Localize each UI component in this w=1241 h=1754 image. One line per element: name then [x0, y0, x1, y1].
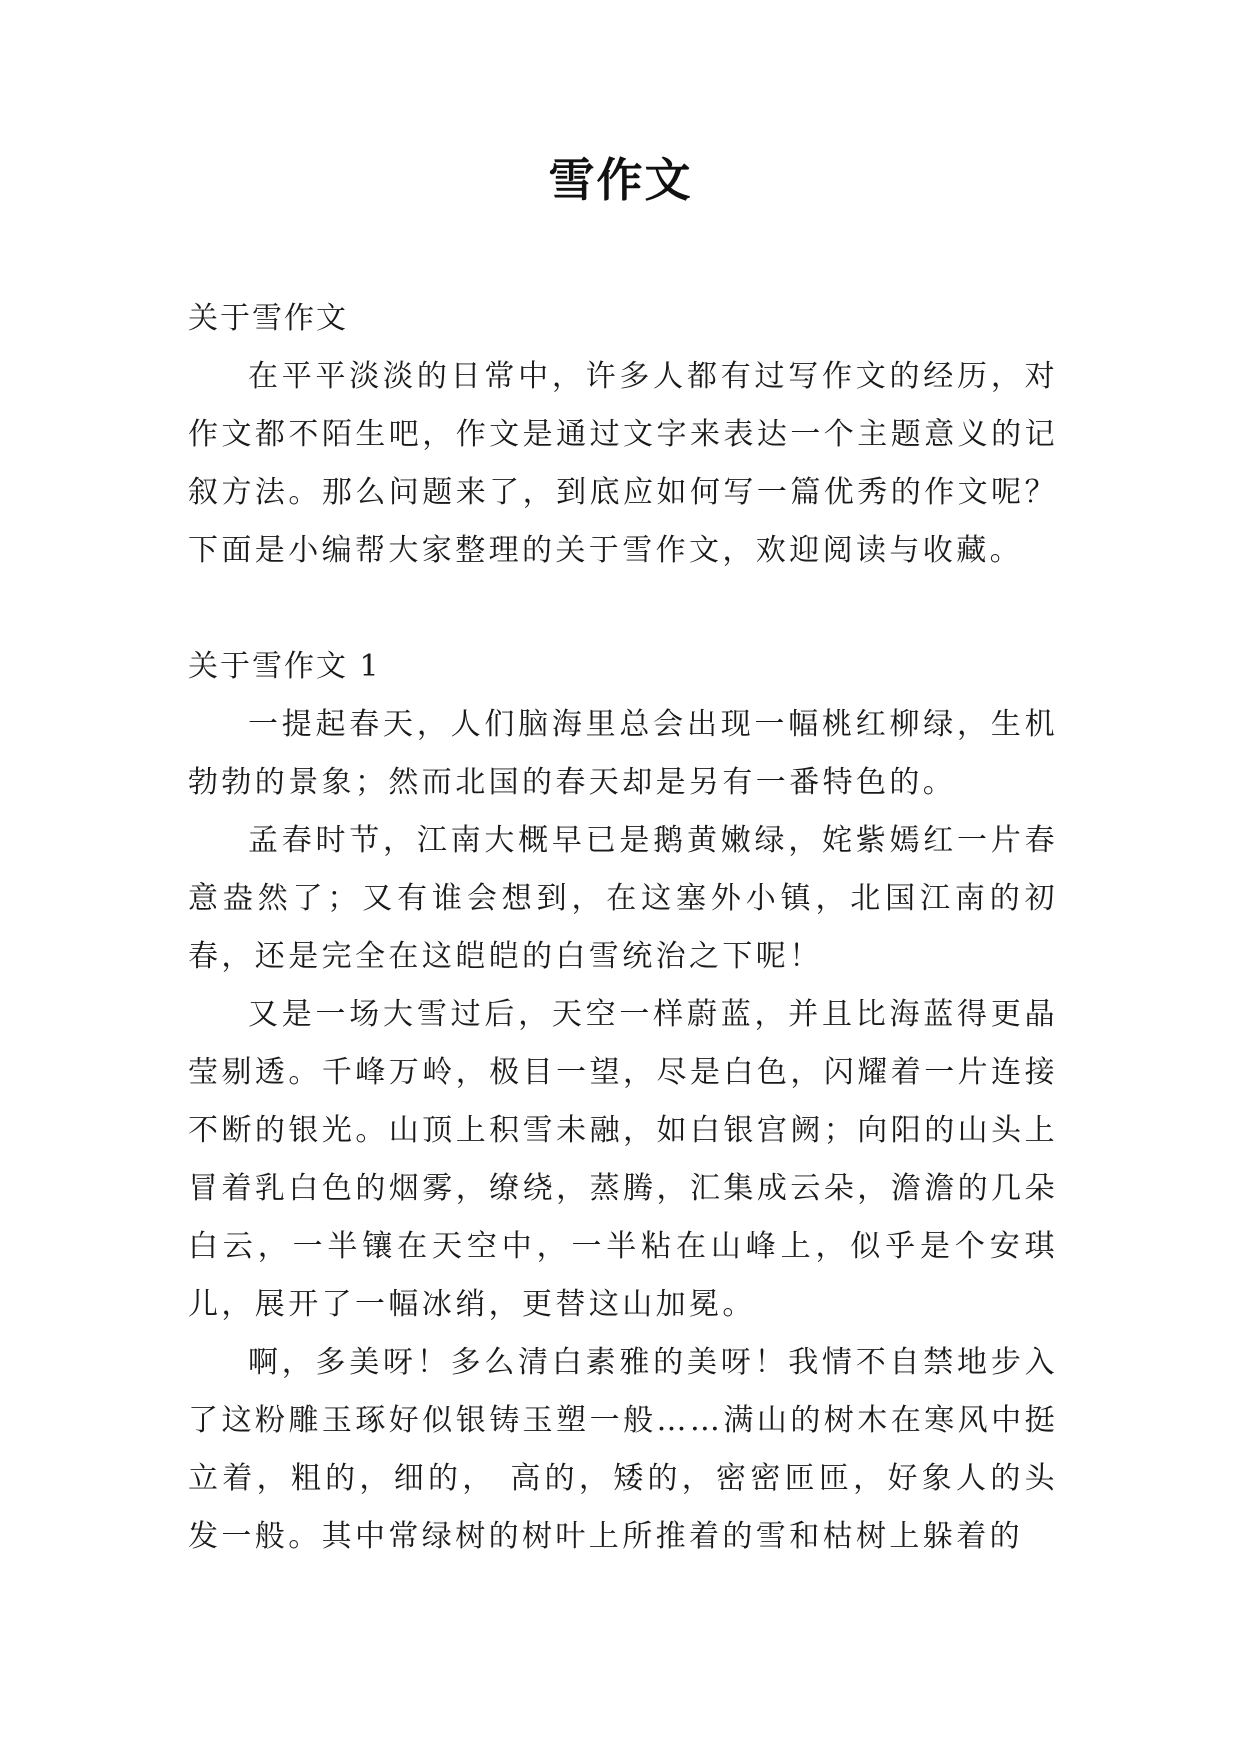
paragraph: 又是一场大雪过后，天空一样蔚蓝，并且比海蓝得更晶莹剔透。千峰万岭，极目一望，尽是白色，闪耀着一片连接不断的银光。山顶上积雪未融，如白银宫阙；向阳的山头上冒着乳白色的烟雾，缭绕，蒸腾，汇集成云朵，澹澹的几朵白云，一半镶在天空中，一半粘在山峰上，似乎是个安琪儿，展开了一幅冰绡，更替这山加冕。: [188, 997, 1058, 1322]
document-body: [188, 290, 1058, 1566]
paragraph: 啊，多美呀！多么清白素雅的美呀！我情不自禁地步入了这粉雕玉琢好似银铸玉塑一般……满山的树木在寒风中挺立着，粗的，细的， 高的，矮的，密密匝匝，好象人的头发一般。其中常绿树的树叶上所推着的雪和枯树上躲着的: [188, 1345, 1058, 1554]
intro-heading: 关于雪作文: [188, 301, 348, 336]
document-title: 雪作文: [548, 153, 693, 207]
paragraph: 一提起春天，人们脑海里总会出现一幅桃红柳绿，生机勃勃的景象；然而北国的春天却是另有一番特色的。: [188, 707, 1058, 800]
intro-paragraph: 在平平淡淡的日常中，许多人都有过写作文的经历，对作文都不陌生吧，作文是通过文字来表达一个主题意义的记叙方法。那么问题来了，到底应如何写一篇优秀的作文呢？下面是小编帮大家整理的关于雪作文，欢迎阅读与收藏。: [188, 359, 1058, 568]
section-heading: 关于雪作文 1: [188, 649, 381, 684]
paragraph: 孟春时节，江南大概早已是鹅黄嫩绿，姹紫嫣红一片春意盎然了；又有谁会想到，在这塞外小镇，北国江南的初春，还是完全在这皑皑的白雪统治之下呢！: [188, 823, 1058, 974]
section-gap: [188, 580, 1058, 638]
